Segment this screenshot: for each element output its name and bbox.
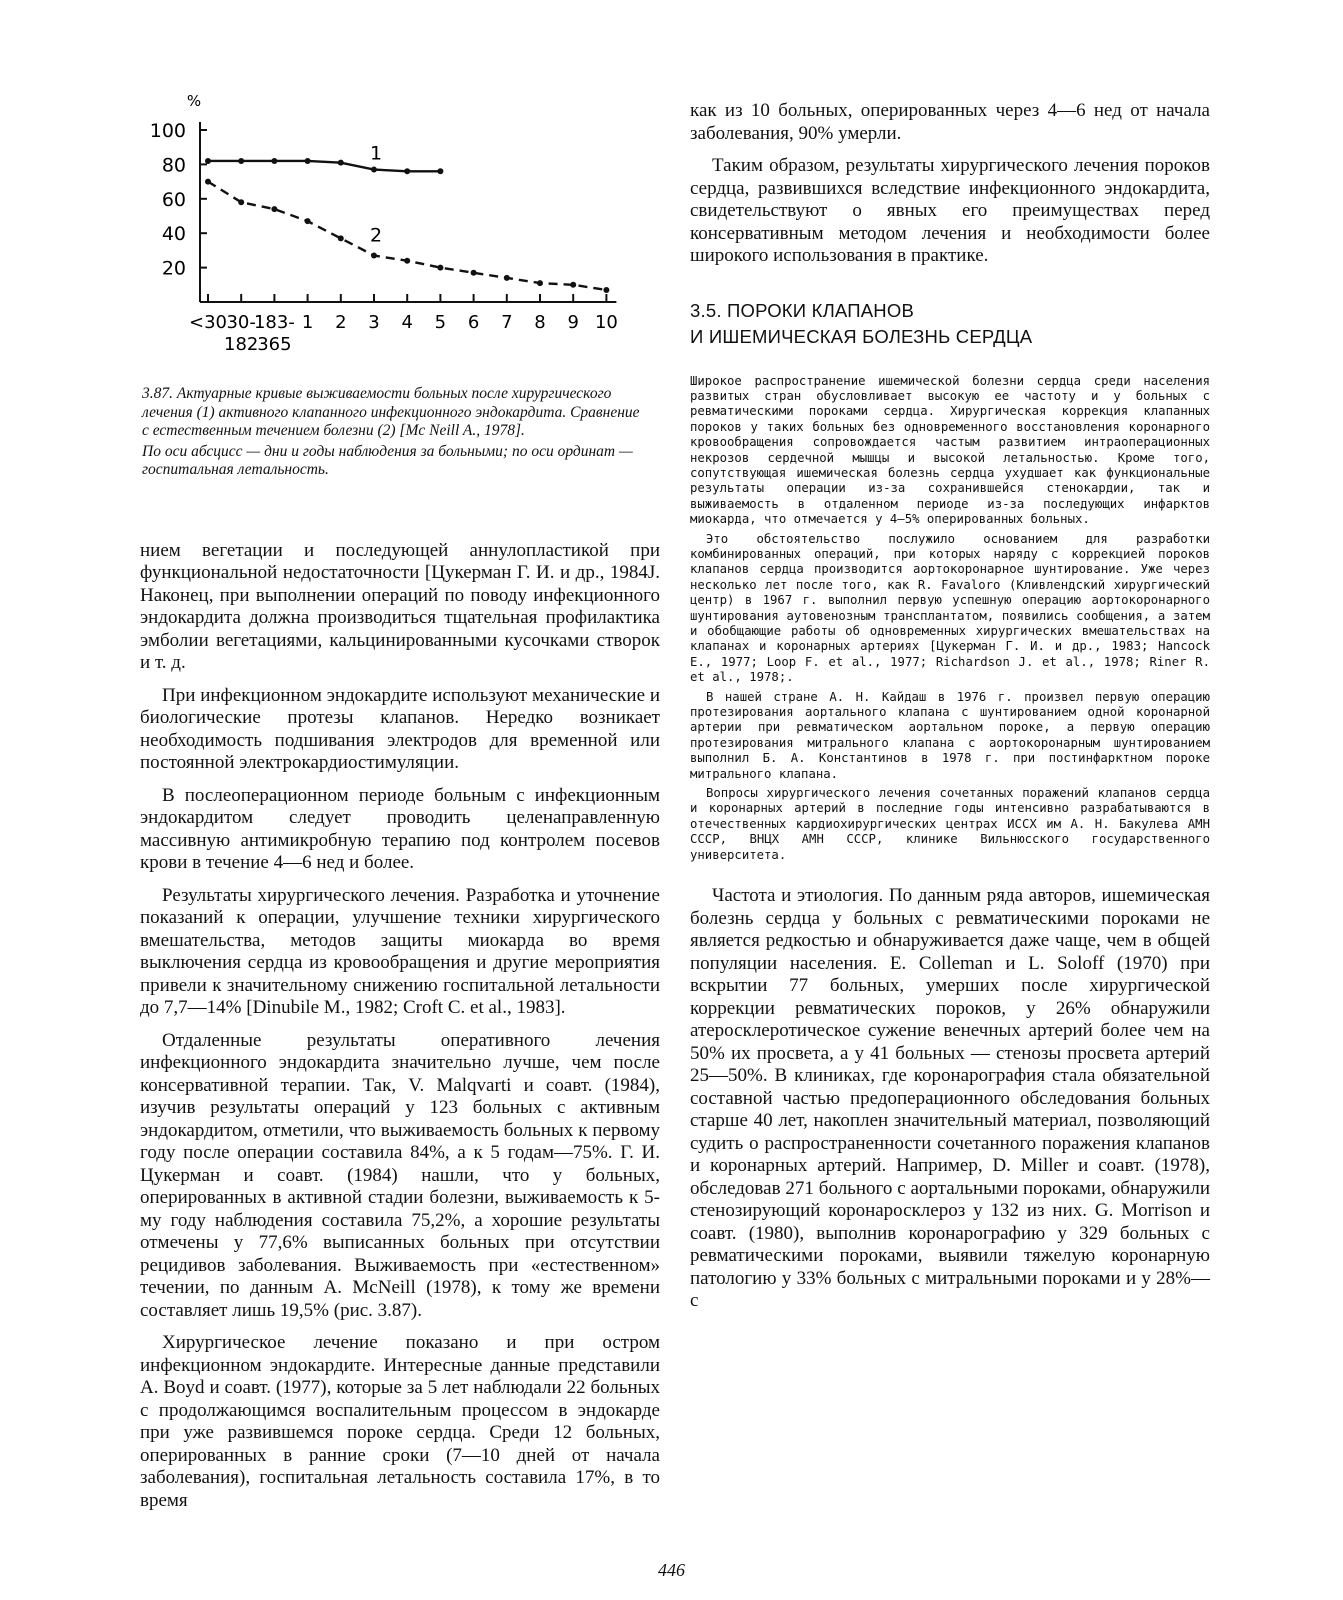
series-label: 1 [369,142,383,165]
y-tick-label: 100 [149,120,186,142]
data-point [603,287,609,293]
right-paragraph: Частота и этиология. По данным ряда авторов, ишемическая болезнь сердца у больных с ревматическими пороками не является редкостью и обнаруживается даже чаще, чем в общей популяции населения. E. Colleman и L. Soloff (1970) при вскрытии 77 больных, умерших после хирургической коррекции ревматических пороков, у 26% обнаружили атеросклеротическое сужение венечных артерий более чем на 50% их просвета, а у 41 больных — стенозы просвета артерий 25—50%. В клиниках, где коронарография стала обязательной составной частью предоперационного обследования больных старше 40 лет, накоплен значительный материал, позволяющий судить о распространенности сочетанного поражения клапанов и коронарных артерий. Например, D. Miller и соавт. (1978), обследовав 271 больного с аортальными пороками, обнаружили стенозирующий коронаросклероз у 132 из них. G. Morrison и соавт. (1980), выполнив коронарографию у 329 больных с ревматическими пороками, выявили тяжелую коронарную патологию у 33% больных с митральными пороками и у 28%—с [690,885,1210,1312]
y-tick-label: 20 [161,257,186,280]
data-point [570,282,576,288]
left-column [140,90,660,1522]
data-point [338,235,344,241]
x-tick-label: 8 [534,312,546,333]
x-tick-label: 4 [401,312,413,333]
x-tick-label: 2 [335,312,347,333]
left-paragraph: При инфекционном эндокардите используют механические и биологические протезы клапанов. Нередко возникает необходимость подшивания электродов для временной или постоянной электрокардиостимуляции. [140,684,660,773]
left-paragraph: Отдаленные результаты оперативного лечения инфекционного эндокардита значительно лучше, чем после консервативной терапии. Так, V. Malqvarti и соавт. (1984), изучив результаты операций у 123 больных с активным эндокардитом, отметили, что выживаемость больных к первому году после операции составила 84%, а к 5 годам—75%. Г. И. Цукерман и соавт. (1984) нашли, что у больных, оперированных в активной стадии болезни, выживаемость к 5-му году наблюдения составила 75,2%, а хорошие результаты отмечены у 77,6% выписанных больных при отсутствии рецидивов заболевания. Выживаемость при «естественном» течении, по данным A. McNeill (1978), к тому же времени составляет лишь 19,5% (рис. 3.87). [140,1029,660,1321]
data-point [271,158,277,164]
right-paragraph: Таким образом, результаты хирургического лечения пороков сердца, развившихся вследствие инфекционного эндокардита, свидетельствуют о явных его преимуществах перед консервативным методом лечения и необходимости более широкого использования в практике. [690,155,1210,266]
data-point [238,199,244,205]
x-tick-label: 6 [467,312,480,333]
series-line-2 [208,182,606,290]
x-tick-label: <30 [189,312,227,333]
data-point [238,158,244,164]
left-paragraph: нием вегетации и последующей аннулопластикой при функциональной недостаточности [Цукерман Г. И. и др., 1984J. Наконец, при выполнении операций по поводу инфекционного эндокардита должна производиться тщательная профилактика эмболии вегетациями, кальцинированными кусочками створок и т. д. [140,539,660,673]
intro-paragraph: Широкое распространение ишемической болезни сердца среди населения развитых стран обусловливает высокую ее частоту и у больных с ревматическими пороками сердца. Хирургическая коррекция клапанных пороков у таких больных без одновременного восстановления коронарного кровообращения сопровождается частым развитием интраоперационных некрозов сердечной мышцы и высокой летальностью. Кроме того, сопутствующая ишемическая болезнь сердца ухудшает как функциональные результаты операции из-за сохранившейся стенокардии, так и выживаемость в отдаленном периоде из-за последующих инфарктов миокарда, что отмечается у 4—5% оперированных больных. [690,373,1210,527]
x-tick-label: 3 [368,312,380,333]
left-paragraph: В послеоперационном периоде больным с инфекционным эндокардитом следует проводить целенаправленную массивную антимикробную терапию под контролем посевов крови в течение 4—6 нед и более. [140,784,660,873]
x-tick-label: 5 [434,312,447,333]
y-tick-label: 60 [161,188,186,211]
x-tick-label: 183- [253,312,295,333]
x-tick-label-cont: 182 [224,334,259,355]
data-point [271,206,277,212]
figure-note: По оси абсцисс — дни и годы наблюдения за больными; по оси ординат — госпитальная летальность. [142,442,633,478]
section-heading-line: 3.5. ПОРОКИ КЛАПАНОВ [690,299,914,321]
data-point [371,167,377,173]
x-tick-label: 30- [226,312,256,333]
right-column [690,100,1210,1323]
left-paragraph: Результаты хирургического лечения. Разработка и уточнение показаний к операции, улучшение техники хирургического вмешательства, методов защиты миокарда во время выключения сердца из кровообращения и другие мероприятия привели к значительному снижению госпитальной летальности до 7,7—14% [Dinubile M., 1982; Croft C. et al., 1983]. [140,884,660,1018]
data-point [404,168,410,174]
left-body [140,540,660,1513]
data-point [437,265,443,271]
y-unit-label: % [186,92,202,110]
series-label: 2 [369,224,383,247]
data-point [404,258,410,264]
section-intro [690,374,1210,864]
data-point [437,168,443,174]
x-tick-label: 10 [594,312,618,333]
data-point [537,280,543,286]
intro-paragraph: Вопросы хирургического лечения сочетанных поражений клапанов сердца и коронарных артерий в последние годы интенсивно разрабатываются в отечественных кардиохирургических центрах ИССХ им А. Н. Бакулева АМН СССР, ВНЦХ АМН СССР, клинике Вильнюсского государственного университета. [690,786,1210,862]
x-tick-label: 1 [301,312,314,333]
page-number: 446 [658,1560,685,1580]
survival-chart [140,90,640,360]
data-point [205,179,211,185]
data-point [371,253,377,259]
data-point [305,218,311,224]
right-paragraph: как из 10 больных, оперированных через 4—6 нед от начала заболевания, 90% умерли. [690,100,1210,144]
left-paragraph: Хирургическое лечение показано и при остром инфекционном эндокардите. Интересные данные представили A. Boyd и соавт. (1977), которые за 5 лет наблюдали 22 больных с продолжающимся воспалительным процессом в эндокарде при уже развившемся пороке сердца. Среди 12 больных, оперированных в ранние сроки (7—10 дней от начала заболевания), госпитальная летальность составила 17%, в то время [140,1332,660,1511]
x-tick-label-cont: 365 [257,334,292,355]
y-tick-label: 40 [161,223,186,246]
data-point [338,160,344,166]
data-point [305,158,311,164]
x-tick-label: 7 [501,312,513,333]
intro-paragraph: В нашей стране А. Н. Кайдаш в 1976 г. произвел первую операцию протезирования аортального клапана с шунтированием одной коронарной артерии при ревматическом аортальном пороке, а первую операцию протезирования митрального клапана с аортокоронарным шунтированием выполнил Б. А. Константинов в 1978 г. при постинфарктном пороке митрального клапана. [690,689,1210,781]
data-point [205,158,211,164]
section-heading-line: И ИШЕМИЧЕСКАЯ БОЛЕЗНЬ СЕРДЦА [690,325,1033,347]
section-heading [690,298,1210,350]
data-point [504,275,510,281]
figure-caption: 3.87. Актуарные кривые выживаемости больных после хирургического лечения (1) активного клапанного инфекционного эндокардита. Сравнение с естественным течением болезни (2) [Mc Neill A., 1978]. [142,385,640,439]
x-tick-label: 9 [567,312,579,333]
intro-paragraph: Это обстоятельство послужило основанием для разработки комбинированных операций, при которых наряду с коррекцией пороков клапанов сердца производится аортокоронарное шунтирование. Уже через несколько лет после того, как R. Favaloro (Кливлендский хирургический центр) в 1967 г. выполнил первую успешную операцию аортокоронарного шунтирования аутовенозным трансплантатом, появились сообщения, а затем и обобщающие работы об одновременных хирургических вмешательствах на клапанах и коронарных артериях [Цукерман Г. И. и др., 1983; Hancock E., 1977; Loop F. et al., 1977; Richardson J. et al., 1978; Riner R. et al., 1978;. [690,531,1210,685]
y-tick-label: 80 [161,154,186,177]
data-point [471,270,477,276]
